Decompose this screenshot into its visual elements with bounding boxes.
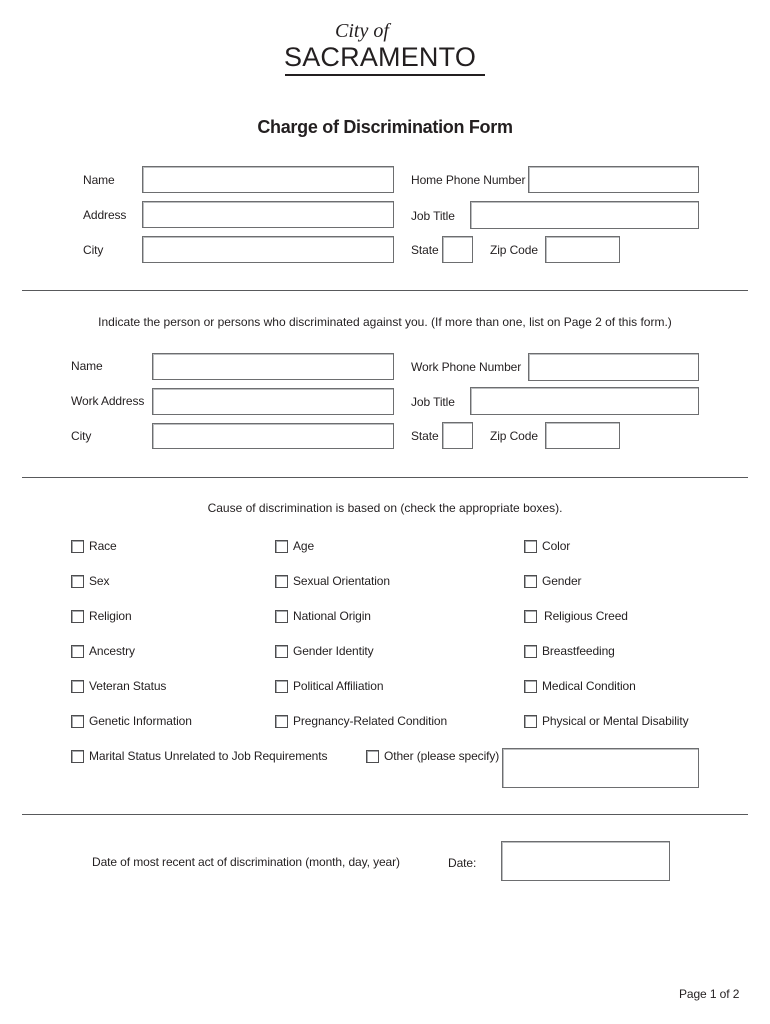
color-label: Color <box>542 539 571 553</box>
veteran-status-checkbox[interactable] <box>71 680 84 693</box>
address-field[interactable] <box>142 201 394 228</box>
respondent-job-title-label: Job Title <box>411 395 455 409</box>
disability-checkbox[interactable] <box>524 715 537 728</box>
gender-label: Gender <box>542 574 582 588</box>
state-label: State <box>411 243 439 257</box>
genetic-information-checkbox[interactable] <box>71 715 84 728</box>
work-phone-label: Work Phone Number <box>411 360 522 374</box>
medical-condition-label: Medical Condition <box>542 679 636 693</box>
home-phone-field[interactable] <box>528 166 699 193</box>
respondent-city-field[interactable] <box>152 423 394 449</box>
gender-identity-label: Gender Identity <box>293 644 374 658</box>
marital-status-label: Marital Status Unrelated to Job Requirements <box>89 749 328 763</box>
national-origin-checkbox[interactable] <box>275 610 288 623</box>
job-title-label: Job Title <box>411 209 455 223</box>
date-field[interactable] <box>501 841 670 881</box>
breastfeeding-checkbox[interactable] <box>524 645 537 658</box>
name-field[interactable] <box>142 166 394 193</box>
city-field[interactable] <box>142 236 394 263</box>
respondent-name-label: Name <box>71 359 103 373</box>
gender-identity-checkbox[interactable] <box>275 645 288 658</box>
religious-creed-checkbox[interactable] <box>524 610 537 623</box>
respondent-state-field[interactable] <box>442 422 473 449</box>
political-affiliation-label: Political Affiliation <box>293 679 384 693</box>
ancestry-label: Ancestry <box>89 644 135 658</box>
other-checkbox[interactable] <box>366 750 379 763</box>
section-divider <box>22 814 748 815</box>
page-number: Page 1 of 2 <box>679 987 740 1001</box>
age-label: Age <box>293 539 315 553</box>
logo-underline <box>285 74 485 76</box>
state-field[interactable] <box>442 236 473 263</box>
pregnancy-related-label: Pregnancy-Related Condition <box>293 714 448 728</box>
form-title: Charge of Discrimination Form <box>257 117 513 137</box>
cause-instruction: Cause of discrimination is based on (check the appropriate boxes). <box>207 501 563 515</box>
address-label: Address <box>83 208 127 222</box>
respondent-job-title-field[interactable] <box>470 387 699 415</box>
sex-label: Sex <box>89 574 110 588</box>
political-affiliation-checkbox[interactable] <box>275 680 288 693</box>
age-checkbox[interactable] <box>275 540 288 553</box>
race-label: Race <box>89 539 117 553</box>
zip-code-label: Zip Code <box>490 243 538 257</box>
ancestry-checkbox[interactable] <box>71 645 84 658</box>
color-checkbox[interactable] <box>524 540 537 553</box>
breastfeeding-label: Breastfeeding <box>542 644 615 658</box>
religion-checkbox[interactable] <box>71 610 84 623</box>
sexual-orientation-checkbox[interactable] <box>275 575 288 588</box>
marital-status-checkbox[interactable] <box>71 750 84 763</box>
respondent-zip-field[interactable] <box>545 422 620 449</box>
work-address-field[interactable] <box>152 388 394 415</box>
gender-checkbox[interactable] <box>524 575 537 588</box>
respondent-zip-label: Zip Code <box>490 429 538 443</box>
home-phone-label: Home Phone Number <box>411 173 526 187</box>
veteran-status-label: Veteran Status <box>89 679 167 693</box>
work-phone-field[interactable] <box>528 353 699 381</box>
medical-condition-checkbox[interactable] <box>524 680 537 693</box>
name-label: Name <box>83 173 115 187</box>
logo-city-of: City of <box>335 20 389 42</box>
other-specify-field[interactable] <box>502 748 699 788</box>
logo-name: SACRAMENTO <box>284 42 477 72</box>
national-origin-label: National Origin <box>293 609 371 623</box>
respondent-name-field[interactable] <box>152 353 394 380</box>
city-label: City <box>83 243 104 257</box>
sex-checkbox[interactable] <box>71 575 84 588</box>
sexual-orientation-label: Sexual Orientation <box>293 574 390 588</box>
genetic-information-label: Genetic Information <box>89 714 192 728</box>
respondent-instruction: Indicate the person or persons who discriminated against you. (If more than one, list on Page 2 of this form.) <box>98 315 672 329</box>
pregnancy-related-checkbox[interactable] <box>275 715 288 728</box>
religion-label: Religion <box>89 609 132 623</box>
section-divider <box>22 290 748 291</box>
race-checkbox[interactable] <box>71 540 84 553</box>
zip-code-field[interactable] <box>545 236 620 263</box>
disability-label: Physical or Mental Disability <box>542 714 689 728</box>
job-title-field[interactable] <box>470 201 699 229</box>
respondent-city-label: City <box>71 429 92 443</box>
respondent-state-label: State <box>411 429 439 443</box>
other-label: Other (please specify) <box>384 749 500 763</box>
section-divider <box>22 477 748 478</box>
religious-creed-label: Religious Creed <box>544 609 628 623</box>
date-instruction: Date of most recent act of discrimination (month, day, year) <box>92 855 400 869</box>
date-label: Date: <box>448 856 477 870</box>
work-address-label: Work Address <box>71 394 145 408</box>
